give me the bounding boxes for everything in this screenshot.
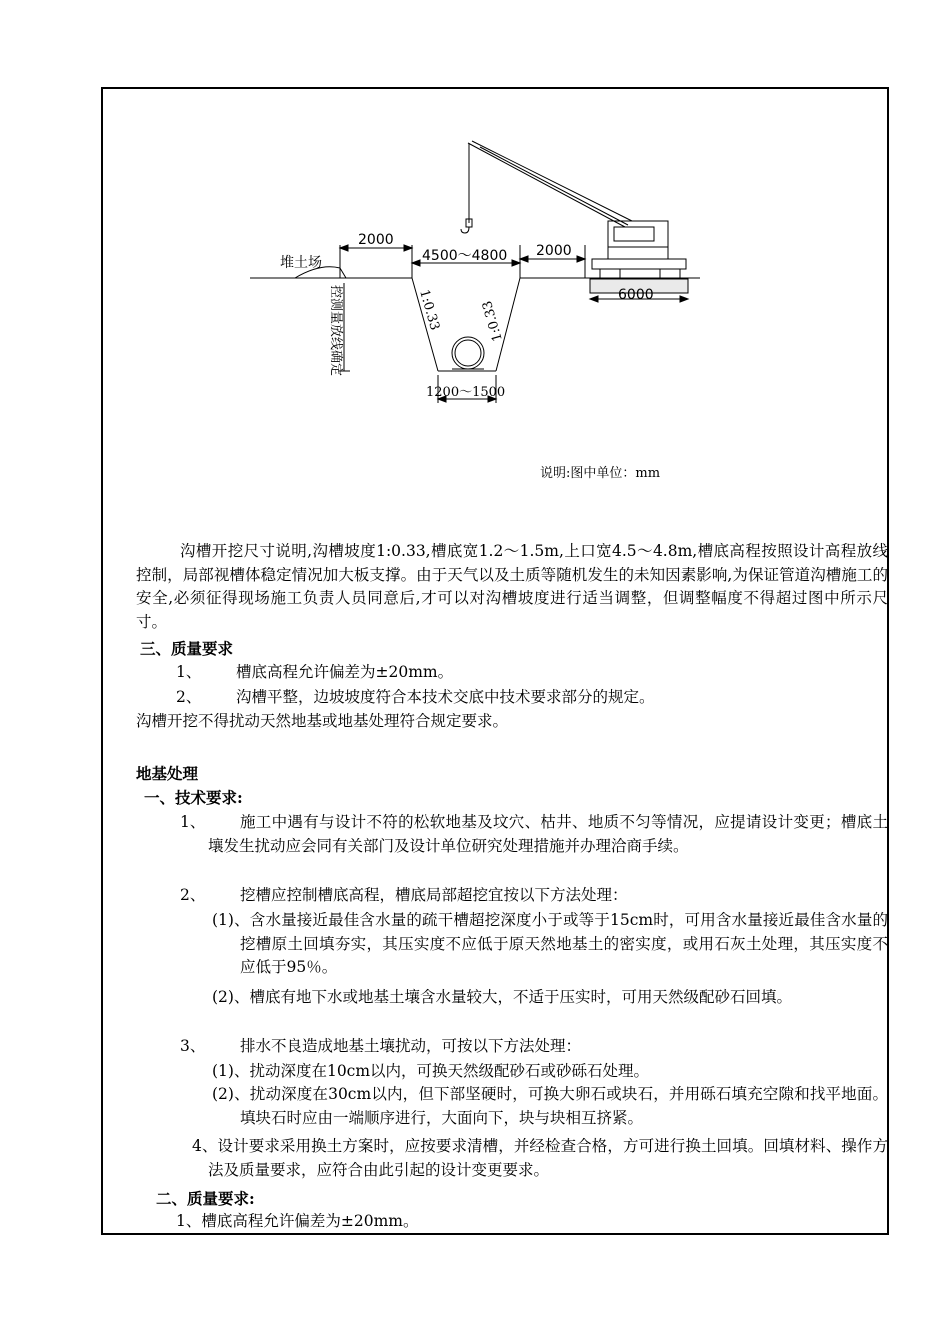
- quality-item-2-text: 沟槽平整，边坡坡度符合本技术交底中技术要求部分的规定。: [236, 688, 655, 706]
- quality-a-item-1: 1、槽底高程允许偏差为±20mm。: [176, 1212, 419, 1230]
- slope-left: 1:0.33: [416, 287, 443, 333]
- dim-crane: 6000: [618, 287, 654, 303]
- label-spoil: 堆土场: [280, 255, 322, 271]
- label-control: 控测量放线确定: [328, 285, 343, 377]
- quality-item-3: 沟槽开挖不得扰动天然地基或地基处理符合规定要求。: [136, 712, 509, 730]
- tech-item-1-num: 1、: [180, 813, 206, 831]
- dim-top: 4500～4800: [422, 248, 508, 264]
- trench-paragraph: 沟槽开挖尺寸说明,沟槽坡度1:0.33,槽底宽1.2～1.5m,上口宽4.5～4.8m,槽底高程按照设计高程放线控制，局部视槽体稳定情况加大板支撑。由于天气以及土质等随机发生的未知因素影响,为保证管道沟槽施工的安全,必须征得现场施工负责人员同意后,才可以对沟槽坡度进行适当调整，但调整幅度不得超过图中所示尺寸。: [136, 542, 888, 631]
- tech-item-2-num: 2、: [180, 886, 206, 904]
- dim-bottom: 1200～1500: [426, 385, 506, 400]
- slope-right: 1:0.33: [479, 298, 506, 344]
- quality-item-1-num: 1、: [176, 663, 202, 681]
- diagram-note: 说明:图中单位：mm: [540, 466, 661, 481]
- quality-item-2: [176, 686, 655, 709]
- quality-item-1: [176, 661, 453, 684]
- dim-left: 2000: [358, 232, 394, 248]
- tech-item-2-sub-2: (2)、槽底有地下水或地基土壤含水量较大，不适于压实时，可用天然级配砂石回填。: [212, 988, 792, 1006]
- tech-item-2-text: 挖槽应控制槽底高程，槽底局部超挖宜按以下方法处理：: [240, 886, 628, 904]
- trench-diagram: [240, 135, 710, 410]
- dim-right: 2000: [536, 243, 572, 259]
- tech-item-2-sub-1: (1)、含水量接近最佳含水量的疏干槽超挖深度小于或等于15cm时，可用含水量接近最佳含水量的挖槽原土回填夯实，其压实度不应低于原天然地基土的密实度，或用石灰土处理，其压实度不应低于95％。: [212, 911, 888, 976]
- quality-item-1-text: 槽底高程允许偏差为±20mm。: [236, 663, 454, 681]
- tech-item-3-text: 排水不良造成地基土壤扰动，可按以下方法处理：: [240, 1037, 582, 1055]
- heading-tech-requirements: 一、技术要求:: [144, 788, 243, 807]
- tech-item-3-num: 3、: [180, 1037, 206, 1055]
- tech-item-1-text: 施工中遇有与设计不符的松软地基及坟穴、枯井、地质不匀等情况，应提请设计变更；槽底土壤发生扰动应会同有关部门及设计单位研究处理措施并办理洽商手续。: [208, 813, 888, 855]
- tech-item-3-sub-1: (1)、扰动深度在10cm以内，可换天然级配砂石或砂砾石处理。: [212, 1062, 650, 1080]
- tech-item-4: 4、设计要求采用换土方案时，应按要求清槽，并经检查合格，方可进行换土回填。回填材料、操作方法及质量要求，应符合由此引起的设计变更要求。: [192, 1137, 888, 1179]
- tech-item-3-sub-2: (2)、扰动深度在30cm以内，但下部坚硬时，可换大卵石或块石，并用砾石填充空隙和找平地面。填块石时应由一端顺序进行，大面向下，块与块相互挤紧。: [212, 1085, 888, 1127]
- quality-item-2-num: 2、: [176, 688, 202, 706]
- section-title-foundation: 地基处理: [136, 764, 199, 783]
- heading-quality-3: 三、质量要求: [140, 639, 234, 658]
- heading-quality-2: 二、质量要求:: [156, 1189, 255, 1208]
